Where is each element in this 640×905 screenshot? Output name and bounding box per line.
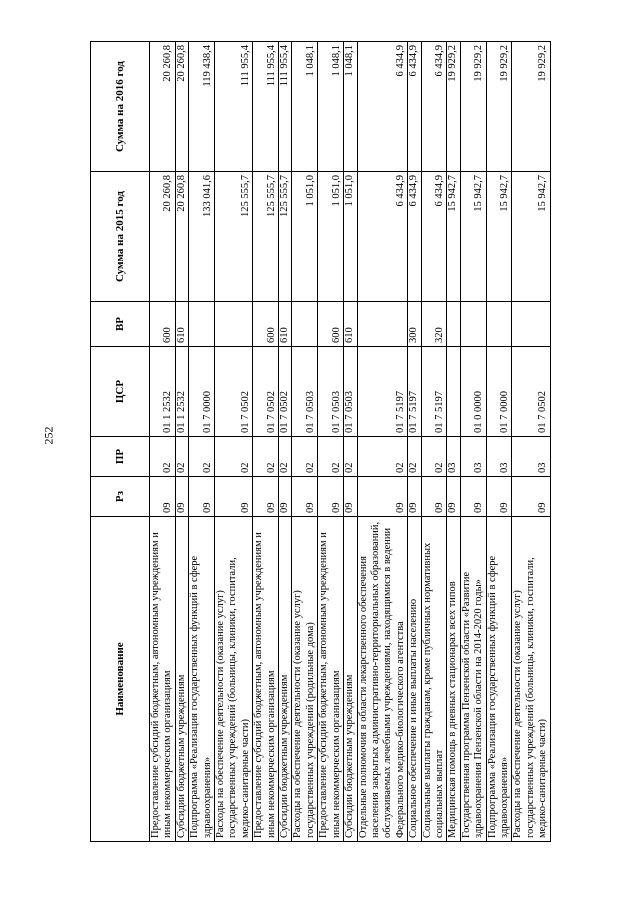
cell-vr [447,302,460,347]
cell-sum-2016: 6 434,9 [408,42,421,172]
cell-vr [512,302,550,347]
cell-sum-2016: 1 048,1 [292,42,318,172]
cell-vr [189,302,215,347]
cell-pr: 02 [279,437,292,477]
header-csr: ЦСР [91,347,150,437]
cell-csr: 01 7 0502 [512,347,550,437]
cell-sum-2016: 20 260,8 [175,42,188,172]
table-row [408,42,421,842]
cell-pr: 02 [150,437,176,477]
cell-vr: 610 [279,302,292,347]
cell-name: Отдельные полномочия в области лекарственного обеспечения населения закрытых административно-территориальных образований, обслуживаемых лечебными учреждениями, находящимися в ведении Федерального медико-биологического агентства [357,517,408,842]
cell-pr: 03 [486,437,512,477]
cell-rz: 09 [189,477,215,517]
cell-name: Расходы на обеспечение деятельности (оказание услуг) государственных учреждений (родильные дома) [292,517,318,842]
cell-sum-2016: 19 929,2 [512,42,550,172]
cell-sum-2016: 1 048,1 [318,42,344,172]
cell-rz: 09 [486,477,512,517]
cell-sum-2015: 6 434,9 [421,172,447,302]
cell-rz: 09 [421,477,447,517]
cell-rz: 09 [460,477,486,517]
cell-rz: 09 [150,477,176,517]
cell-sum-2015: 15 942,7 [460,172,486,302]
cell-sum-2015: 6 434,9 [408,172,421,302]
table-row [279,42,292,842]
cell-sum-2016: 19 929,2 [486,42,512,172]
table-row [460,42,486,842]
cell-sum-2015: 20 260,8 [175,172,188,302]
cell-csr: 01 7 0503 [292,347,318,437]
cell-vr: 600 [318,302,344,347]
cell-rz: 09 [175,477,188,517]
cell-sum-2015: 20 260,8 [150,172,176,302]
cell-pr: 02 [215,437,253,477]
cell-vr [357,302,408,347]
table-row [318,42,344,842]
cell-sum-2016: 19 929,2 [460,42,486,172]
header-sum-2015: Сумма на 2015 год [91,172,150,302]
cell-sum-2015: 125 555,7 [279,172,292,302]
cell-sum-2015: 6 434,9 [357,172,408,302]
cell-name: Расходы на обеспечение деятельности (оказание услуг) государственных учреждений (больницы, клиники, госпитали, медико-санитарные части) [215,517,253,842]
cell-pr: 02 [357,437,408,477]
cell-rz: 09 [408,477,421,517]
cell-vr [460,302,486,347]
table-row [357,42,408,842]
cell-sum-2015: 15 942,7 [512,172,550,302]
header-vr: ВР [91,302,150,347]
cell-name: Подпрограмма «Реализация государственных функций в сфере здравоохранения» [486,517,512,842]
cell-vr: 610 [175,302,188,347]
table-body [150,42,551,842]
table-row [253,42,279,842]
cell-sum-2016: 111 955,4 [279,42,292,172]
cell-pr: 02 [408,437,421,477]
cell-pr: 02 [253,437,279,477]
cell-sum-2016: 20 260,8 [150,42,176,172]
cell-vr: 600 [253,302,279,347]
cell-pr: 02 [421,437,447,477]
cell-rz: 09 [447,477,460,517]
cell-sum-2016: 1 048,1 [344,42,357,172]
cell-pr: 02 [318,437,344,477]
cell-sum-2015: 125 555,7 [253,172,279,302]
table-row [150,42,176,842]
cell-vr: 600 [150,302,176,347]
cell-vr: 610 [344,302,357,347]
cell-sum-2015: 1 051,0 [318,172,344,302]
cell-name: Подпрограмма «Реализация государственных функций в сфере здравоохранения» [189,517,215,842]
cell-sum-2016: 6 434,9 [421,42,447,172]
cell-sum-2015: 1 051,0 [292,172,318,302]
cell-rz: 09 [512,477,550,517]
cell-pr: 03 [512,437,550,477]
cell-csr: 01 1 2532 [150,347,176,437]
cell-sum-2016: 19 929,2 [447,42,460,172]
table-row [447,42,460,842]
cell-csr: 01 7 0503 [318,347,344,437]
cell-name: Субсидии бюджетным учреждениям [279,517,292,842]
cell-rz: 09 [344,477,357,517]
cell-csr: 01 7 0503 [344,347,357,437]
header-sum-2016: Сумма на 2016 год [91,42,150,172]
cell-sum-2015: 1 051,0 [344,172,357,302]
rotated-table-container [90,42,610,842]
cell-name: Предоставление субсидий бюджетным, автономным учреждениям и иным некоммерческим организациям [253,517,279,842]
cell-pr: 03 [460,437,486,477]
table-row [344,42,357,842]
cell-pr: 02 [344,437,357,477]
cell-csr: 01 0 0000 [460,347,486,437]
cell-name: Социальное обеспечение и иные выплаты населению [408,517,421,842]
table-row [421,42,447,842]
table-row [189,42,215,842]
header-rz: Рз [91,477,150,517]
cell-name: Предоставление субсидий бюджетным, автономным учреждениям и иным некоммерческим организациям [150,517,176,842]
header-pr: ПР [91,437,150,477]
table-row [486,42,512,842]
table-row [175,42,188,842]
cell-csr: 01 7 0502 [215,347,253,437]
cell-sum-2015: 125 555,7 [215,172,253,302]
cell-name: Субсидии бюджетным учреждениям [344,517,357,842]
cell-sum-2016: 111 955,4 [253,42,279,172]
cell-vr [486,302,512,347]
cell-sum-2016: 111 955,4 [215,42,253,172]
cell-name: Медицинская помощь в дневных стационарах всех типов [447,517,460,842]
cell-sum-2015: 133 041,6 [189,172,215,302]
cell-csr: 01 1 2532 [175,347,188,437]
cell-name: Предоставление субсидий бюджетным, автономным учреждениям и иным некоммерческим организациям [318,517,344,842]
cell-csr: 01 7 5197 [408,347,421,437]
cell-rz: 09 [357,477,408,517]
cell-csr: 01 7 5197 [357,347,408,437]
table-row [292,42,318,842]
table-row [215,42,253,842]
cell-csr: 01 7 0000 [189,347,215,437]
cell-rz: 09 [292,477,318,517]
cell-sum-2015: 15 942,7 [486,172,512,302]
cell-pr: 02 [189,437,215,477]
cell-rz: 09 [318,477,344,517]
table-header-row [91,42,150,842]
cell-name: Расходы на обеспечение деятельности (оказание услуг) государственных учреждений (больницы, клиники, госпитали, медико-санитарные части) [512,517,550,842]
table-row [512,42,550,842]
cell-sum-2016: 6 434,9 [357,42,408,172]
cell-pr: 02 [175,437,188,477]
cell-csr: 01 7 0000 [486,347,512,437]
cell-csr: 01 7 5197 [421,347,447,437]
cell-rz: 09 [279,477,292,517]
cell-pr: 02 [292,437,318,477]
cell-vr [292,302,318,347]
page-number: 252 [41,426,56,445]
cell-rz: 09 [253,477,279,517]
cell-rz: 09 [215,477,253,517]
cell-sum-2015: 15 942,7 [447,172,460,302]
cell-name: Субсидии бюджетным учреждениям [175,517,188,842]
budget-table [90,41,551,842]
cell-pr: 03 [447,437,460,477]
cell-sum-2016: 119 438,4 [189,42,215,172]
cell-csr: 01 7 0502 [279,347,292,437]
cell-name: Социальные выплаты гражданам, кроме публичных нормативных социальных выплат [421,517,447,842]
cell-csr: 01 7 0502 [253,347,279,437]
header-name: Наименование [91,517,150,842]
cell-vr [215,302,253,347]
cell-vr: 320 [421,302,447,347]
cell-csr [447,347,460,437]
cell-name: Государственная программа Пензенской области «Развитие здравоохранения Пензенской области на 2014-2020 годы» [460,517,486,842]
cell-vr: 300 [408,302,421,347]
